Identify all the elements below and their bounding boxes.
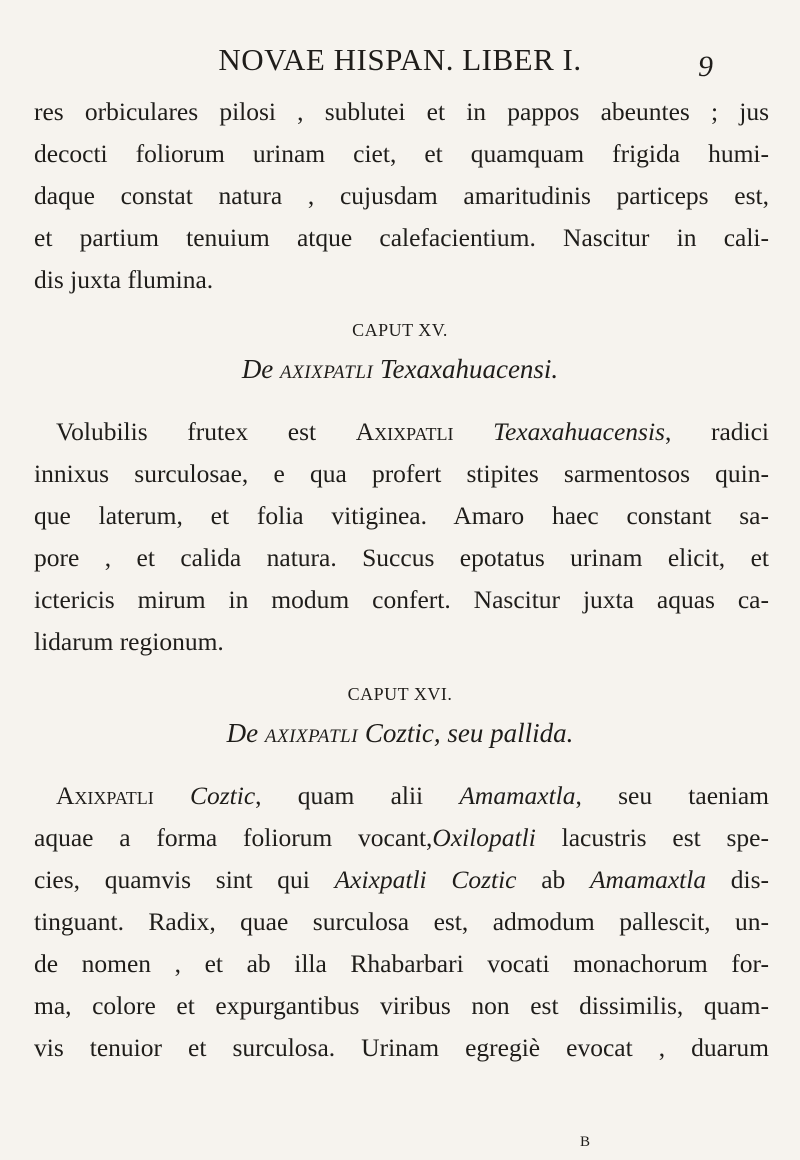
heading-epithet: Texaxahuacensi. <box>379 354 559 384</box>
text-line <box>56 416 769 448</box>
text-run: , radici <box>664 417 770 446</box>
text-run: cies, quamvis sint qui <box>34 865 310 894</box>
heading-plant-name: axixpatli <box>280 354 374 384</box>
plant-synonym: Oxilopatli <box>432 823 536 852</box>
plant-name-italic: Axixpatli Coztic <box>334 865 517 894</box>
heading-de: De <box>226 718 259 748</box>
text-line: ma, colore et expurgantibus viribus non est dissimilis, quam- <box>34 991 769 1020</box>
text-run: aquae a forma foliorum vocant, <box>34 823 433 852</box>
text-line: decocti foliorum urinam ciet, et quamquam frigida humi- <box>34 139 769 168</box>
text-line <box>34 822 769 854</box>
text-line: pore , et calida natura. Succus epotatus urinam elicit, et <box>34 543 769 572</box>
text-line <box>34 864 769 896</box>
plant-epithet: Coztic <box>189 781 256 810</box>
text-line: de nomen , et ab illa Rhabarbari vocati monachorum for- <box>34 949 769 978</box>
text-run: lacustris est spe- <box>561 823 769 852</box>
text-run: , seu taeniam <box>575 781 769 810</box>
heading-alt-name: seu pallida. <box>447 718 574 748</box>
heading-de: De <box>241 354 274 384</box>
page-number: 9 <box>698 50 713 83</box>
text-line: et partium tenuium atque calefacientium. Nascitur in cali- <box>34 223 769 252</box>
text-line: vis tenuior et surculosa. Urinam egregiè evocat , duarum <box>34 1033 769 1062</box>
plant-epithet: Texaxahuacensis <box>493 417 665 446</box>
heading-epithet: Coztic <box>364 718 434 748</box>
text-line: daque constat natura , cujusdam amaritudinis particeps est, <box>34 181 769 210</box>
chapter-label: CAPUT XVI. <box>347 684 453 704</box>
text-run: dis- <box>730 865 770 894</box>
text-run: Volubilis frutex est <box>56 417 317 446</box>
chapter-heading <box>0 718 800 749</box>
text-line: dis juxta flumina. <box>34 265 214 294</box>
heading-plant-name: axixpatli <box>264 718 359 748</box>
text-line: lidarum regionum. <box>34 627 224 656</box>
running-title: NOVAE HISPAN. LIBER I. <box>218 42 582 77</box>
signature-mark: B <box>580 1134 591 1150</box>
plant-synonym: Amamaxtla <box>589 865 707 894</box>
text-line: innixus surculosae, e qua profert stipites sarmentosos quin- <box>34 459 769 488</box>
text-line: que laterum, et folia vitiginea. Amaro haec constant sa- <box>34 501 769 530</box>
plant-synonym: Amamaxtla <box>459 781 576 810</box>
text-run: , quam alii <box>255 781 424 810</box>
text-line: res orbiculares pilosi , sublutei et in pappos abeuntes ; jus <box>34 97 769 126</box>
chapter-label: CAPUT XV. <box>352 320 448 340</box>
text-line: tinguant. Radix, quae surculosa est, admodum pallescit, un- <box>34 907 769 936</box>
plant-name: Axixpatli <box>355 417 454 446</box>
plant-name: Axixpatli <box>56 781 154 810</box>
text-run: ab <box>541 865 566 894</box>
text-line: ictericis mirum in modum confert. Nascitur juxta aquas ca- <box>34 585 769 614</box>
heading-separator: , <box>433 718 441 748</box>
chapter-heading <box>0 354 800 385</box>
text-line <box>56 780 769 812</box>
